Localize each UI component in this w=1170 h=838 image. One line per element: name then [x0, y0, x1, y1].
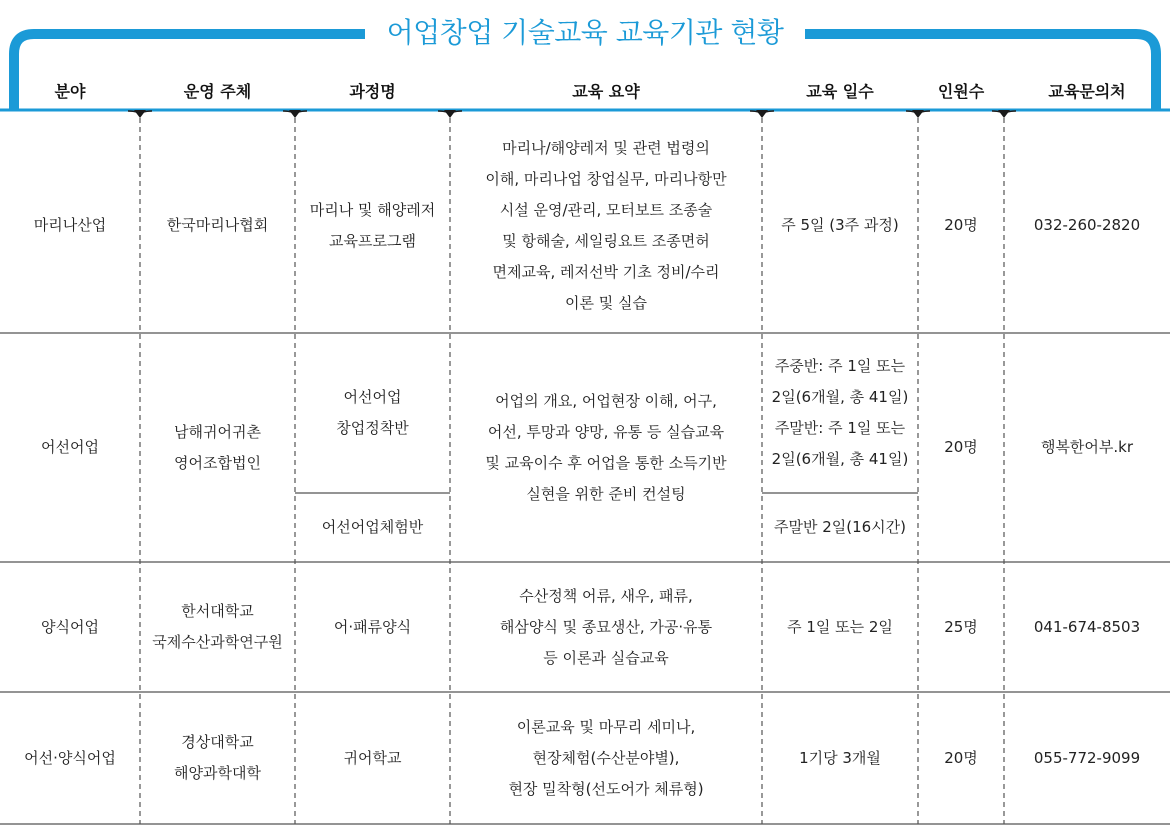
header-field: 분야 [54, 82, 86, 101]
row-2-contact [1004, 333, 1170, 562]
header-days: 교육 일수 [806, 82, 874, 101]
page-title: 어업창업 기술교육 교육기관 현황 [365, 10, 805, 56]
row-1-summary [450, 118, 762, 333]
operator-line: 해양과학대학 [174, 764, 261, 782]
days-line: 1기당 3개월 [799, 748, 881, 767]
days-line: 주중반: 주 1일 또는 [774, 357, 906, 375]
summary-line: 및 항해술, 세일링요트 조종면허 [502, 231, 710, 250]
row-3-course [295, 562, 450, 692]
summary-line: 어업의 개요, 어업현장 이해, 어구, [495, 391, 717, 410]
operator-line: 남해귀어귀촌 [174, 422, 261, 441]
summary-line: 시설 운영/관리, 모터보트 조종술 [499, 200, 713, 219]
course-line: 어·패류양식 [333, 617, 412, 636]
course-line: 어선어업체험반 [321, 518, 424, 536]
days-line: 주말반: 주 1일 또는 [774, 419, 906, 437]
field-text: 어선어업 [41, 438, 99, 456]
row-4-summary [450, 692, 762, 824]
summary-line: 등 이론과 실습교육 [543, 648, 669, 667]
summary-line: 현장체험(수산분야별), [532, 748, 680, 767]
row-3-field [0, 562, 140, 692]
days-line: 주말반 2일(16시간) [773, 518, 907, 536]
contact-text: 032-260-2820 [1033, 216, 1141, 234]
operator-line: 한국마리나협회 [166, 216, 269, 234]
summary-line: 이론 및 실습 [564, 293, 647, 312]
row-4-contact [1004, 692, 1170, 824]
row-2-operator [140, 333, 295, 562]
header-contact: 교육문의처 [1048, 82, 1126, 101]
summary-line: 어선, 투망과 양망, 유통 등 실습교육 [487, 422, 725, 441]
row-1-count [918, 118, 1004, 333]
contact-text: 041-674-8503 [1033, 617, 1141, 636]
row-4-days [762, 692, 918, 824]
operator-line: 한서대학교 [181, 602, 254, 620]
field-text: 어선·양식어업 [24, 748, 116, 767]
days-line: 2일(6개월, 총 41일) [771, 450, 909, 468]
days-line: 주 5일 (3주 과정) [781, 216, 899, 234]
summary-line: 이론교육 및 마무리 세미나, [516, 717, 696, 736]
header-course: 과정명 [349, 82, 396, 101]
header-summary: 교육 요약 [572, 82, 640, 101]
course-line: 귀어학교 [343, 748, 402, 767]
row-2-days [762, 333, 918, 493]
days-line: 주 1일 또는 2일 [787, 617, 893, 636]
row-2-course [295, 333, 450, 493]
row-4-course [295, 692, 450, 824]
operator-line: 경상대학교 [181, 733, 254, 751]
course-line: 마리나 및 해양레저 [309, 200, 436, 219]
row-3-operator [140, 562, 295, 692]
field-text: 마리나산업 [33, 216, 107, 234]
row-1-days [762, 118, 918, 333]
course-line: 교육프로그램 [329, 231, 416, 250]
row-2-summary [450, 333, 762, 562]
count-text: 20명 [944, 748, 978, 767]
course-line: 창업정착반 [336, 419, 409, 437]
course-line: 어선어업 [343, 388, 402, 406]
summary-line: 이해, 마리나업 창업실무, 마리나항만 [485, 169, 727, 188]
row-3-contact [1004, 562, 1170, 692]
row-1-operator [140, 118, 295, 333]
row-4-count [918, 692, 1004, 824]
row-2-course-sub [295, 493, 450, 562]
field-text: 양식어업 [41, 617, 99, 636]
summary-line: 및 교육이수 후 어업을 통한 소득기반 [485, 453, 727, 472]
row-4-field [0, 692, 140, 824]
row-2-field [0, 333, 140, 562]
days-line: 2일(6개월, 총 41일) [771, 388, 909, 406]
summary-line: 마리나/해양레저 및 관련 법령의 [502, 138, 710, 157]
row-3-count [918, 562, 1004, 692]
summary-line: 해삼양식 및 종묘생산, 가공·유통 [499, 617, 713, 636]
count-text: 20명 [944, 438, 978, 456]
row-1-course [295, 118, 450, 333]
header-count: 인원수 [937, 82, 985, 101]
count-text: 20명 [944, 216, 978, 234]
summary-line: 실현을 위한 준비 컨설팅 [526, 484, 686, 503]
row-2-days-sub [762, 493, 918, 562]
operator-line: 국제수산과학연구원 [152, 633, 283, 651]
operator-line: 영어조합법인 [174, 453, 261, 472]
contact-text: 행복한어부.kr [1040, 438, 1134, 456]
summary-line: 면제교육, 레저선박 기초 정비/수리 [492, 262, 720, 281]
contact-text: 055-772-9099 [1033, 748, 1141, 767]
row-4-operator [140, 692, 295, 824]
row-3-days [762, 562, 918, 692]
summary-line: 수산정책 어류, 새우, 패류, [519, 586, 693, 605]
header-operator: 운영 주체 [183, 82, 252, 101]
row-1-contact [1004, 118, 1170, 333]
row-1-field [0, 118, 140, 333]
row-2-count [918, 333, 1004, 562]
count-text: 25명 [944, 617, 978, 636]
summary-line: 현장 밀착형(선도어가 체류형) [508, 779, 704, 798]
row-3-summary [450, 562, 762, 692]
